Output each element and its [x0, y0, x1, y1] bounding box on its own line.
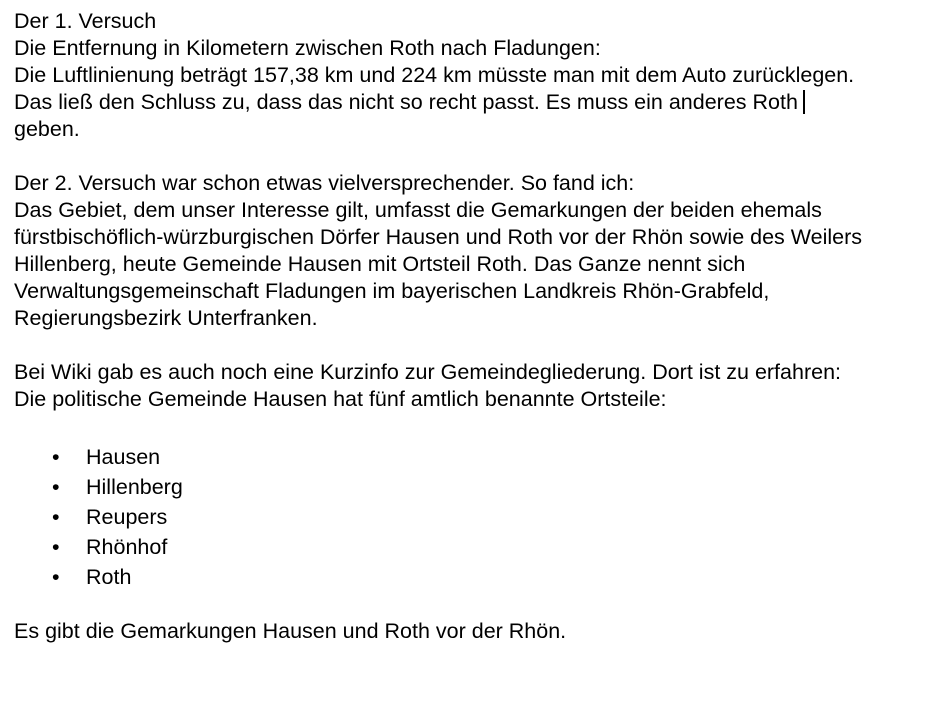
- ortsteile-list: [14, 442, 936, 592]
- paragraph-spacer: [14, 592, 936, 618]
- list-item: [14, 472, 936, 502]
- paragraph-spacer: [14, 413, 936, 442]
- gebiet-paragraph: Das Gebiet, dem unser Interesse gilt, umfasst die Gemarkungen der beiden ehemals fürstbischöflich-würzburgischen Dörfer Hausen und Roth vor der Rhön sowie des Weilers Hillenberg, heute Gemeinde Hausen mit Ortsteil Roth. Das Ganze nennt sich Verwaltungsgemeinschaft Fladungen im bayerischen Landkreis Rhön-Grabfeld, Regierungsbezirk Unterfranken.: [14, 198, 863, 330]
- list-item: [14, 442, 936, 472]
- distance-intro: Die Entfernung in Kilometern zwischen Roth nach Fladungen:: [14, 36, 601, 60]
- distance-text: Die Luftlinienung beträgt 157,38 km und 224 km müsste man mit dem Auto zurücklegen.: [14, 63, 855, 87]
- list-item-label: Rhönhof: [86, 535, 168, 559]
- conclusion-line-1: Das ließ den Schluss zu, dass das nicht so recht passt. Es muss ein anderes Roth: [14, 90, 798, 114]
- heading-versuch-2: Der 2. Versuch war schon etwas vielversprechender. So fand ich:: [14, 171, 635, 195]
- list-item-label: Hillenberg: [86, 475, 183, 499]
- bullet-icon: •: [52, 445, 60, 469]
- list-item: [14, 502, 936, 532]
- list-item-label: Roth: [86, 565, 132, 589]
- closing-sentence: Es gibt die Gemarkungen Hausen und Roth vor der Rhön.: [14, 619, 567, 643]
- conclusion-line-2: geben.: [14, 117, 80, 141]
- paragraph-spacer: [14, 332, 936, 359]
- text-cursor: [803, 90, 805, 114]
- list-item: [14, 562, 936, 592]
- conclusion-text[interactable]: [14, 89, 936, 143]
- list-item: [14, 532, 936, 562]
- heading-versuch-1: Der 1. Versuch: [14, 9, 157, 33]
- list-item-label: Reupers: [86, 505, 168, 529]
- bullet-icon: •: [52, 535, 60, 559]
- ortsteile-intro: Die politische Gemeinde Hausen hat fünf amtlich benannte Ortsteile:: [14, 387, 667, 411]
- wiki-paragraph: Bei Wiki gab es auch noch eine Kurzinfo zur Gemeindegliederung. Dort ist zu erfahren:: [14, 360, 841, 384]
- paragraph-spacer: [14, 143, 936, 170]
- bullet-icon: •: [52, 565, 60, 589]
- bullet-icon: •: [52, 475, 60, 499]
- bullet-icon: •: [52, 505, 60, 529]
- list-item-label: Hausen: [86, 445, 161, 469]
